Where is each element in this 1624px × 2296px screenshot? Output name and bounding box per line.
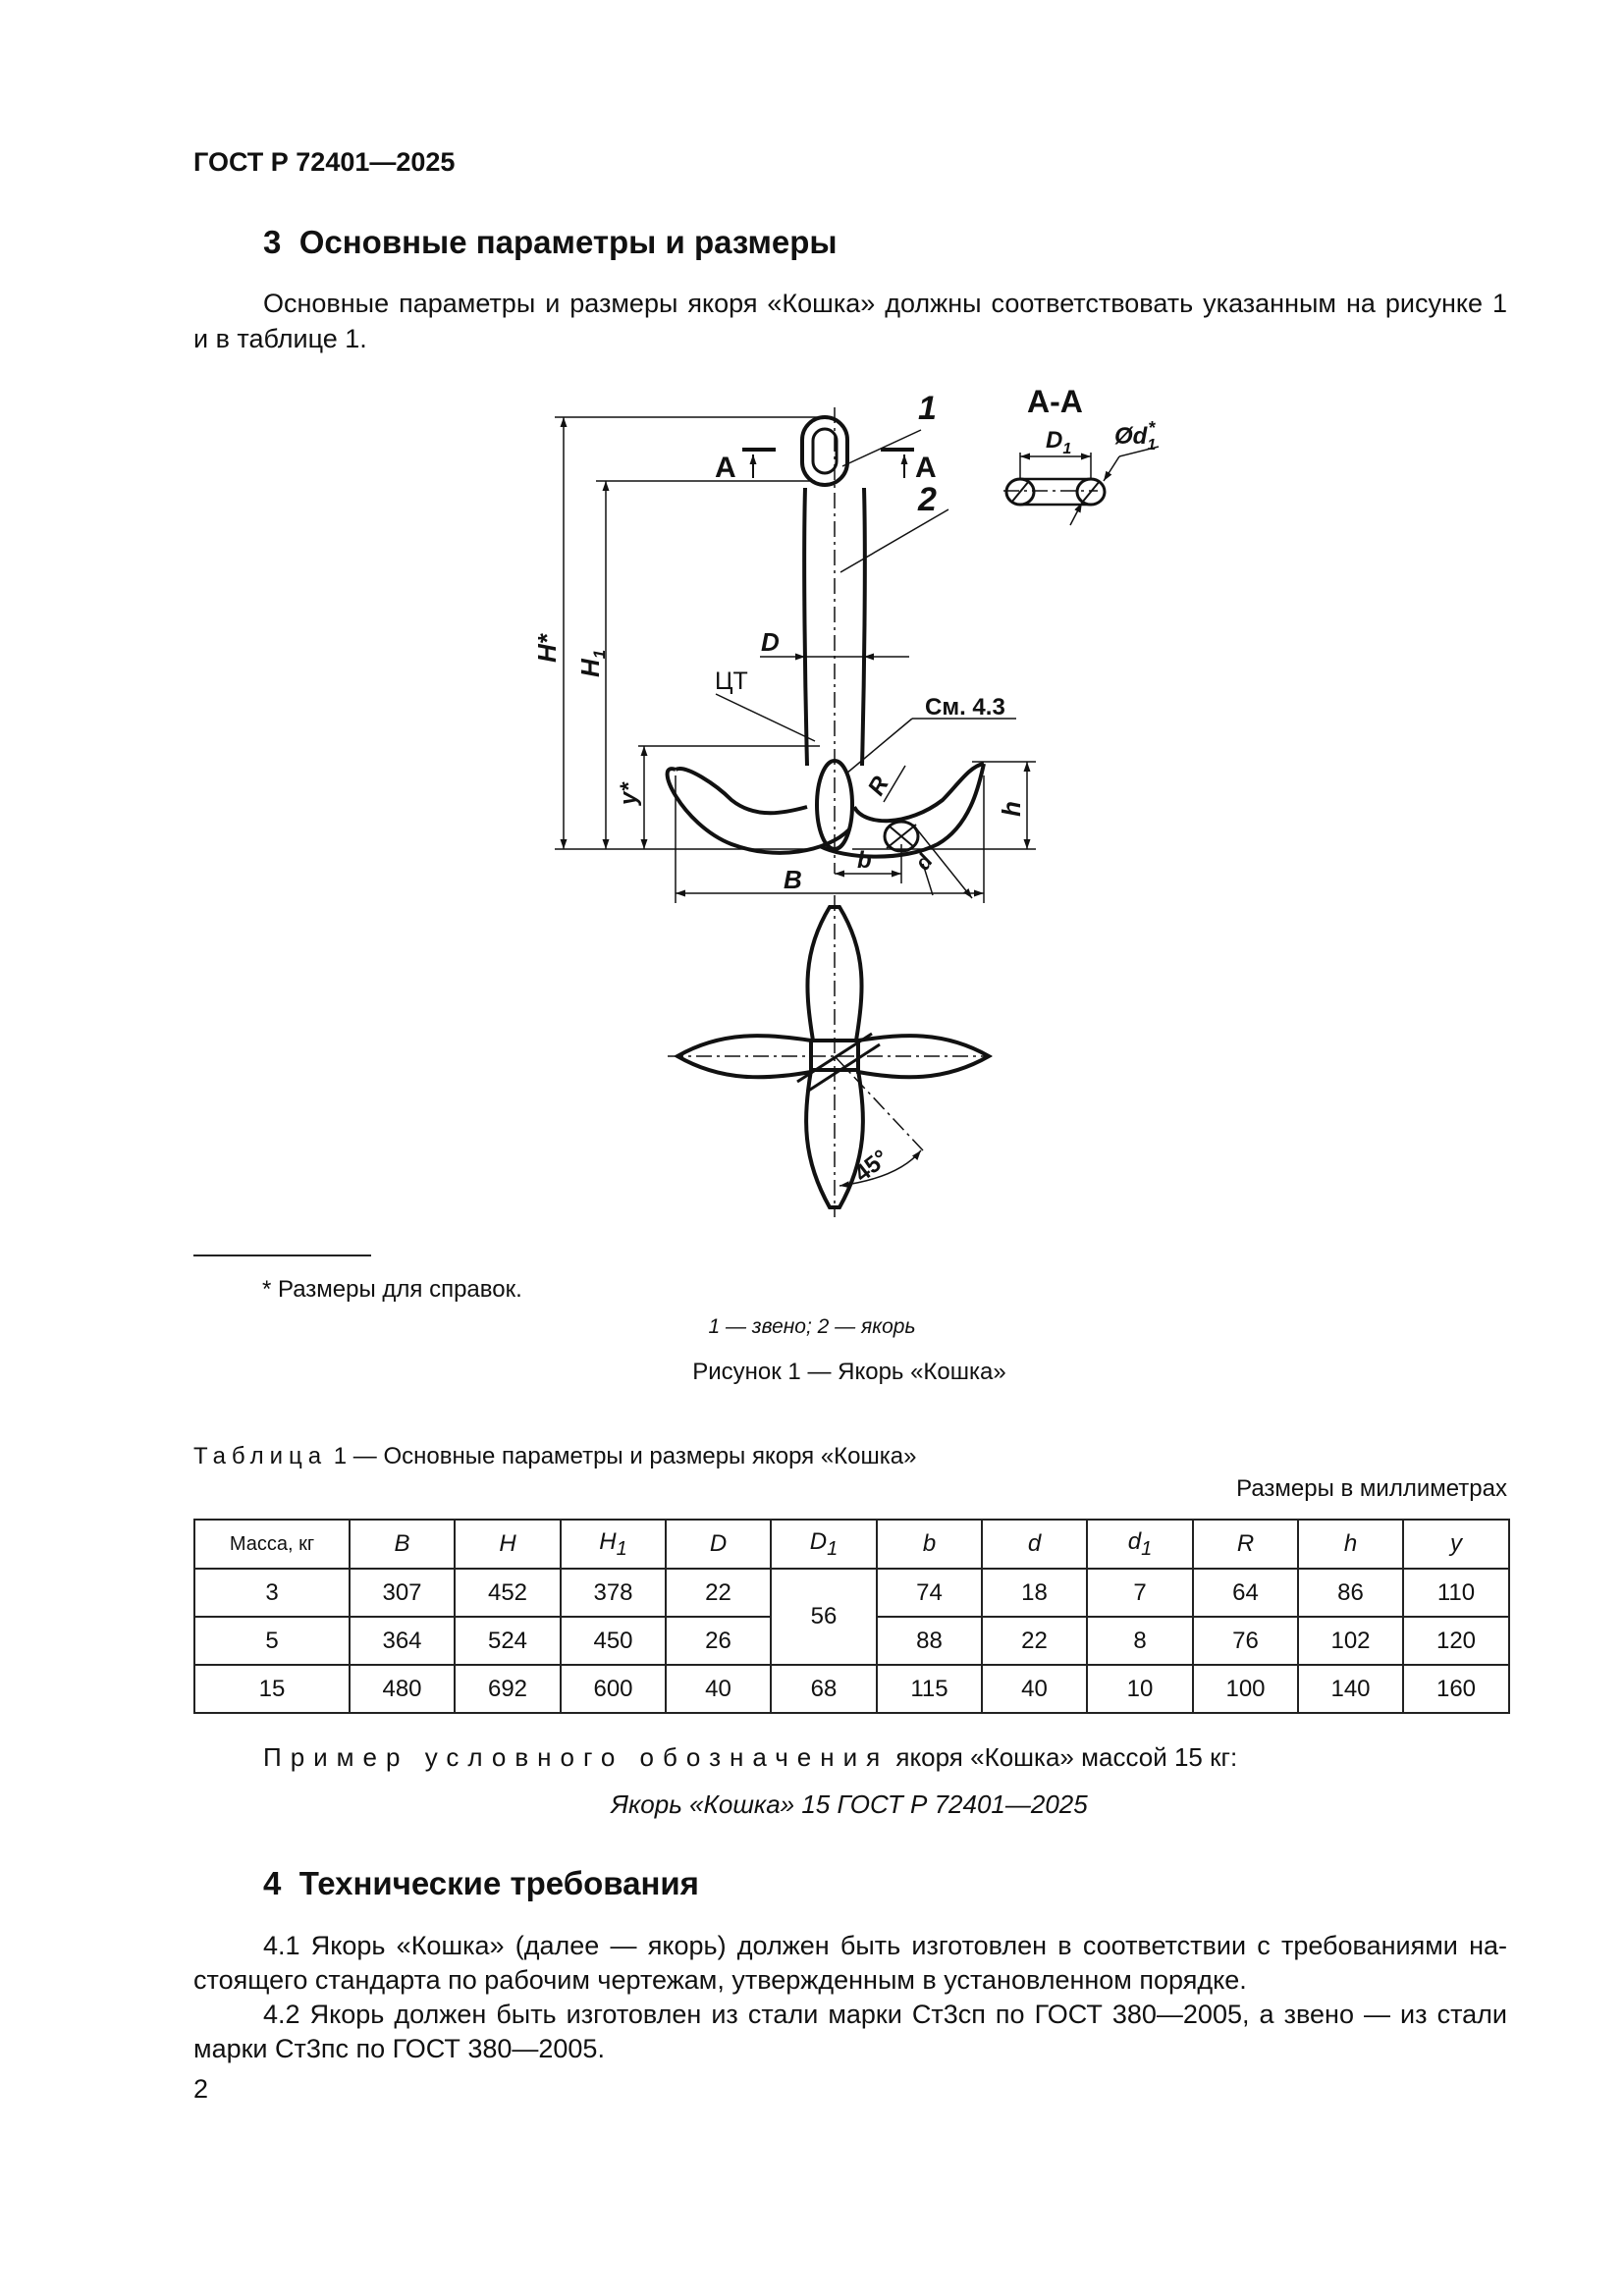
table-cell: 480 xyxy=(350,1665,455,1713)
table-cell: 15 xyxy=(194,1665,350,1713)
column-header: y xyxy=(1403,1520,1509,1569)
table-cell: 100 xyxy=(1193,1665,1298,1713)
section-number: 3 xyxy=(263,224,282,260)
section-3-para-line1: Основные параметры и размеры якоря «Кошка» должны соответствовать указанным на рисунке 1 xyxy=(263,289,1507,318)
table-cell: 378 xyxy=(561,1569,666,1617)
figure-caption: Рисунок 1 — Якорь «Кошка» xyxy=(692,1359,1006,1385)
label-see-4-3: См. 4.3 xyxy=(925,694,1005,721)
section-a-a-view xyxy=(1006,447,1159,525)
example-text: якоря «Кошка» массой 15 кг: xyxy=(889,1742,1238,1772)
column-header: B xyxy=(350,1520,455,1569)
table-cell: 120 xyxy=(1403,1617,1509,1665)
footnote-rule xyxy=(193,1255,371,1256)
dim-label-b-small: b xyxy=(857,847,872,874)
centerlines xyxy=(668,407,1098,1217)
table-cell: 600 xyxy=(561,1665,666,1713)
section-title: Технические требования xyxy=(298,1865,699,1901)
column-header: $D_1$ xyxy=(771,1520,877,1569)
table-cell: 102 xyxy=(1298,1617,1403,1665)
table-cell: 160 xyxy=(1403,1665,1509,1713)
column-header: H xyxy=(455,1520,561,1569)
table-cell: 524 xyxy=(455,1617,561,1665)
table-cell: 88 xyxy=(877,1617,982,1665)
table-cell: 86 xyxy=(1298,1569,1403,1617)
table-cell: 450 xyxy=(561,1617,666,1665)
column-header: b xyxy=(877,1520,982,1569)
table-header-row xyxy=(194,1520,1509,1569)
section-number: 4 xyxy=(263,1865,282,1901)
column-header: d xyxy=(982,1520,1087,1569)
footnote: * Размеры для справок. xyxy=(262,1276,522,1303)
callout-2-label: 2 xyxy=(918,481,937,518)
table-cell: 22 xyxy=(666,1569,771,1617)
table-cell: 76 xyxy=(1193,1617,1298,1665)
table-cell: 10 xyxy=(1087,1665,1193,1713)
para-4-2-line2: марки Ст3пс по ГОСТ 380—2005. xyxy=(193,2034,605,2063)
table-cell: 8 xyxy=(1087,1617,1193,1665)
table-cell: 110 xyxy=(1403,1569,1509,1617)
table-cell: 64 xyxy=(1193,1569,1298,1617)
table-cell: 56 xyxy=(771,1569,877,1665)
section-view-title: А-А xyxy=(1027,384,1083,419)
example-prefix: Пример условного обозначения xyxy=(263,1742,890,1772)
column-header: $d_1$ xyxy=(1087,1520,1193,1569)
link-ring xyxy=(802,417,847,485)
table-cell: 452 xyxy=(455,1569,561,1617)
section-title: Основные параметры и размеры xyxy=(298,224,838,260)
callout-1-label: 1 xyxy=(918,390,937,427)
table-units-note: Размеры в миллиметрах xyxy=(1236,1475,1507,1502)
table-cell: 22 xyxy=(982,1617,1087,1665)
table-cell: 40 xyxy=(666,1665,771,1713)
example-designation: Якорь «Кошка» 15 ГОСТ Р 72401—2025 xyxy=(611,1789,1088,1819)
table-caption-text: 1 — Основные параметры и размеры якоря «Кошка» xyxy=(327,1443,917,1469)
dim-label-r: R xyxy=(862,772,894,800)
table-row xyxy=(194,1665,1509,1713)
table-cell: 307 xyxy=(350,1569,455,1617)
table-cell: 26 xyxy=(666,1617,771,1665)
page-number: 2 xyxy=(193,2074,209,2104)
dim-label-h-small: h xyxy=(997,801,1026,817)
dim-label-shank-d: D xyxy=(761,627,780,657)
table-caption xyxy=(193,1443,916,1470)
para-4-1-line1: 4.1 Якорь «Кошка» (далее — якорь) должен быть изготовлен в соответствии с требованиями на- xyxy=(263,1931,1507,1960)
dim-label-d1-small: $Ød_1*$ xyxy=(1114,418,1157,454)
table-cell: 5 xyxy=(194,1617,350,1665)
column-header: Масса, кг xyxy=(194,1520,350,1569)
table-cell: 3 xyxy=(194,1569,350,1617)
table-row xyxy=(194,1569,1509,1617)
section-4-heading xyxy=(263,1865,699,1902)
dim-label-d1-cap: $D_1$ xyxy=(1046,427,1072,457)
params-table xyxy=(193,1519,1510,1714)
column-header: h xyxy=(1298,1520,1403,1569)
table-cell: 692 xyxy=(455,1665,561,1713)
anchor-flukes xyxy=(668,761,984,857)
table-caption-prefix: Таблица xyxy=(193,1443,328,1469)
para-4-2-line1: 4.2 Якорь должен быть изготовлен из стали марки Ст3сп по ГОСТ 380—2005, а звено — из стали xyxy=(263,2000,1507,2029)
section-mark-right: А xyxy=(915,452,937,484)
column-header: D xyxy=(666,1520,771,1569)
anchor-plan-view xyxy=(677,907,989,1207)
table-cell: 18 xyxy=(982,1569,1087,1617)
para-4-1-line2: стоящего стандарта по рабочим чертежам, утвержденным в установленном порядке. xyxy=(193,1965,1247,1995)
table-cell: 7 xyxy=(1087,1569,1193,1617)
column-header: $H_1$ xyxy=(561,1520,666,1569)
figure-legend: 1 — звено; 2 — якорь xyxy=(708,1315,916,1338)
label-centre-of-gravity: ЦТ xyxy=(715,667,748,695)
dim-label-h1: $H_1$ xyxy=(575,649,609,677)
table-cell: 74 xyxy=(877,1569,982,1617)
angle-label: 45° xyxy=(849,1145,894,1188)
dim-label-d-small: d xyxy=(909,849,938,875)
table-cell: 68 xyxy=(771,1665,877,1713)
table-cell: 115 xyxy=(877,1665,982,1713)
section-3-para-line2: и в таблице 1. xyxy=(193,324,367,353)
example-line xyxy=(263,1742,1237,1773)
table-cell: 364 xyxy=(350,1617,455,1665)
dim-label-h: H* xyxy=(532,634,562,663)
table-cell: 140 xyxy=(1298,1665,1403,1713)
column-header: R xyxy=(1193,1520,1298,1569)
document-code: ГОСТ Р 72401—2025 xyxy=(193,147,456,177)
dim-label-b-cap: B xyxy=(784,865,802,894)
section-mark-left: А xyxy=(715,452,736,484)
dim-label-y: y* xyxy=(616,782,642,805)
table-cell: 40 xyxy=(982,1665,1087,1713)
